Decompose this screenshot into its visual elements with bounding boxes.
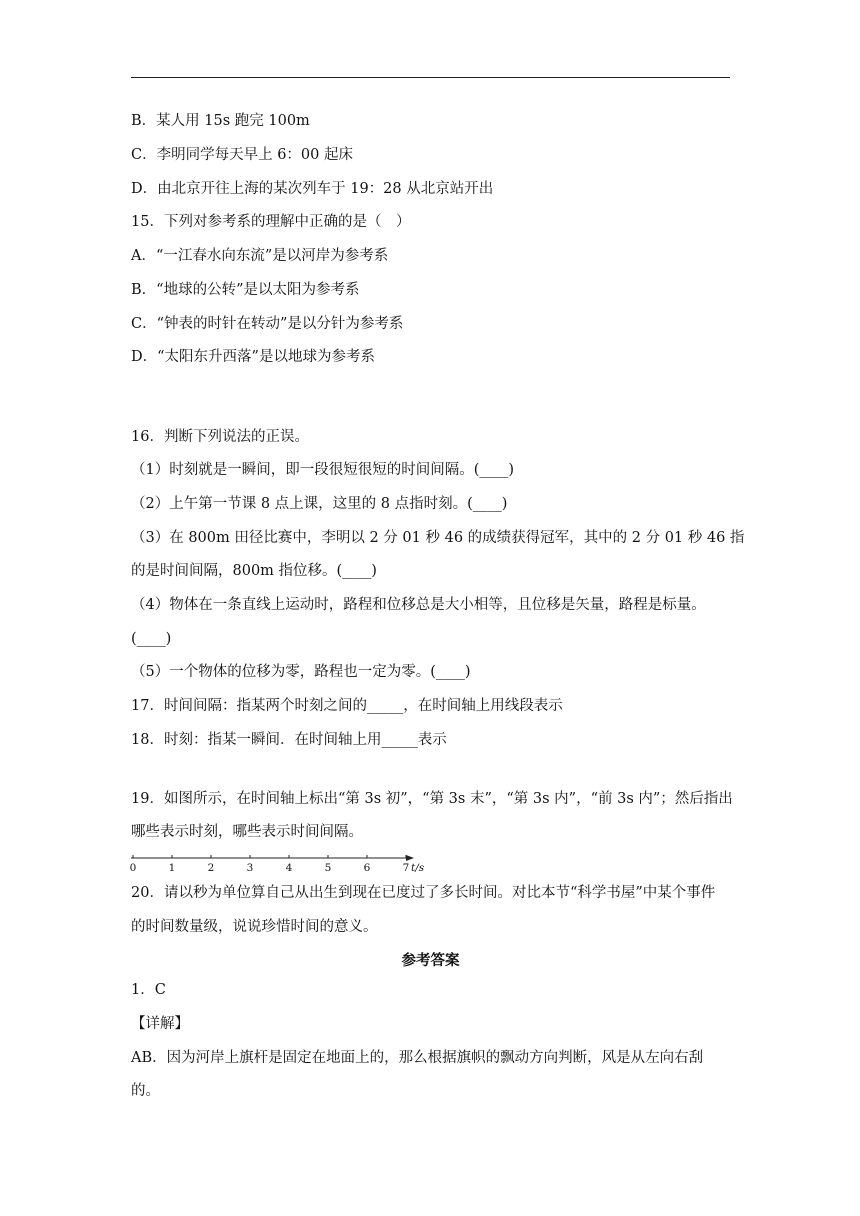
q15-option-d: D．“太阳东升西落”是以地球为参考系 — [131, 349, 375, 365]
q20-line-1: 20．请以秒为单位算自己从出生到现在已度过了多长时间。对比本节“科学书屋”中某个事件 — [131, 885, 716, 901]
q16-item-3-line-2: 的是时间间隔，800m 指位移。(____) — [131, 563, 377, 579]
q14-option-c: C．李明同学每天早上 6：00 起床 — [131, 147, 353, 163]
q19-line-2: 哪些表示时刻，哪些表示时间间隔。 — [131, 824, 363, 840]
time-axis-tick-label: 1 — [168, 862, 176, 874]
time-axis-figure — [126, 852, 426, 878]
q16-item-2: （2）上午第一节课 8 点上课，这里的 8 点指时刻。(____) — [131, 496, 508, 512]
q15-option-a: A．“一江春水向东流”是以河岸为参考系 — [131, 248, 389, 264]
q15-option-c: C．“钟表的时针在转动”是以分针为参考系 — [131, 316, 404, 332]
time-axis-tick-label: 3 — [246, 862, 254, 874]
q20-line-2: 的时间数量级，说说珍惜时间的意义。 — [131, 919, 378, 935]
q15-option-b: B．“地球的公转”是以太阳为参考系 — [131, 282, 360, 298]
time-axis-tick-label: 7 — [402, 862, 410, 874]
detail-label: 【详解】 — [131, 1016, 189, 1032]
time-axis-unit-label: t/s — [411, 862, 425, 874]
q16-item-4-line-2: (____) — [131, 631, 172, 647]
header-rule — [131, 77, 730, 78]
time-axis-tick-label: 6 — [363, 862, 371, 874]
answer-1: 1．C — [131, 982, 166, 998]
q16-item-4-line-1: （4）物体在一条直线上运动时，路程和位移总是大小相等，且位移是矢量，路程是标量。 — [131, 597, 706, 613]
q14-option-d: D．由北京开往上海的某次列车于 19：28 从北京站开出 — [131, 181, 494, 197]
time-axis-tick-label: 4 — [285, 862, 293, 874]
q16-item-5: （5）一个物体的位移为零，路程也一定为零。(____) — [131, 664, 471, 680]
q16-stem: 16．判断下列说法的正误。 — [131, 429, 309, 445]
q16-item-1: （1）时刻就是一瞬间，即一段很短很短的时间间隔。(____) — [131, 462, 515, 478]
q19-line-1: 19．如图所示，在时间轴上标出“第 3s 初”，“第 3s 末”，“第 3s 内”，“前 3s 内”；然后指出 — [131, 791, 733, 807]
q17-text: 17．时间间隔：指某两个时刻之间的_____，在时间轴上用线段表示 — [131, 698, 563, 714]
answer-ab-line-2: 的。 — [131, 1083, 160, 1099]
answer-ab-line-1: AB．因为河岸上旗杆是固定在地面上的，那么根据旗帜的飘动方向判断，风是从左向右刮 — [131, 1050, 704, 1066]
answers-heading: 参考答案 — [401, 952, 460, 969]
time-axis-tick-label: 5 — [324, 862, 332, 874]
time-axis-tick-label: 0 — [129, 862, 137, 874]
time-axis-tick-label: 2 — [207, 862, 215, 874]
q18-text: 18．时刻：指某一瞬间．在时间轴上用_____表示 — [131, 732, 447, 748]
q16-item-3-line-1: （3）在 800m 田径比赛中，李明以 2 分 01 秒 46 的成绩获得冠军，其中的 2 分 01 秒 46 指 — [131, 530, 745, 546]
time-axis-arrow — [406, 855, 414, 861]
time-axis-svg — [126, 852, 426, 878]
q15-stem: 15．下列对参考系的理解中正确的是（ ） — [131, 214, 411, 230]
q14-option-b: B．某人用 15s 跑完 100m — [131, 113, 310, 129]
